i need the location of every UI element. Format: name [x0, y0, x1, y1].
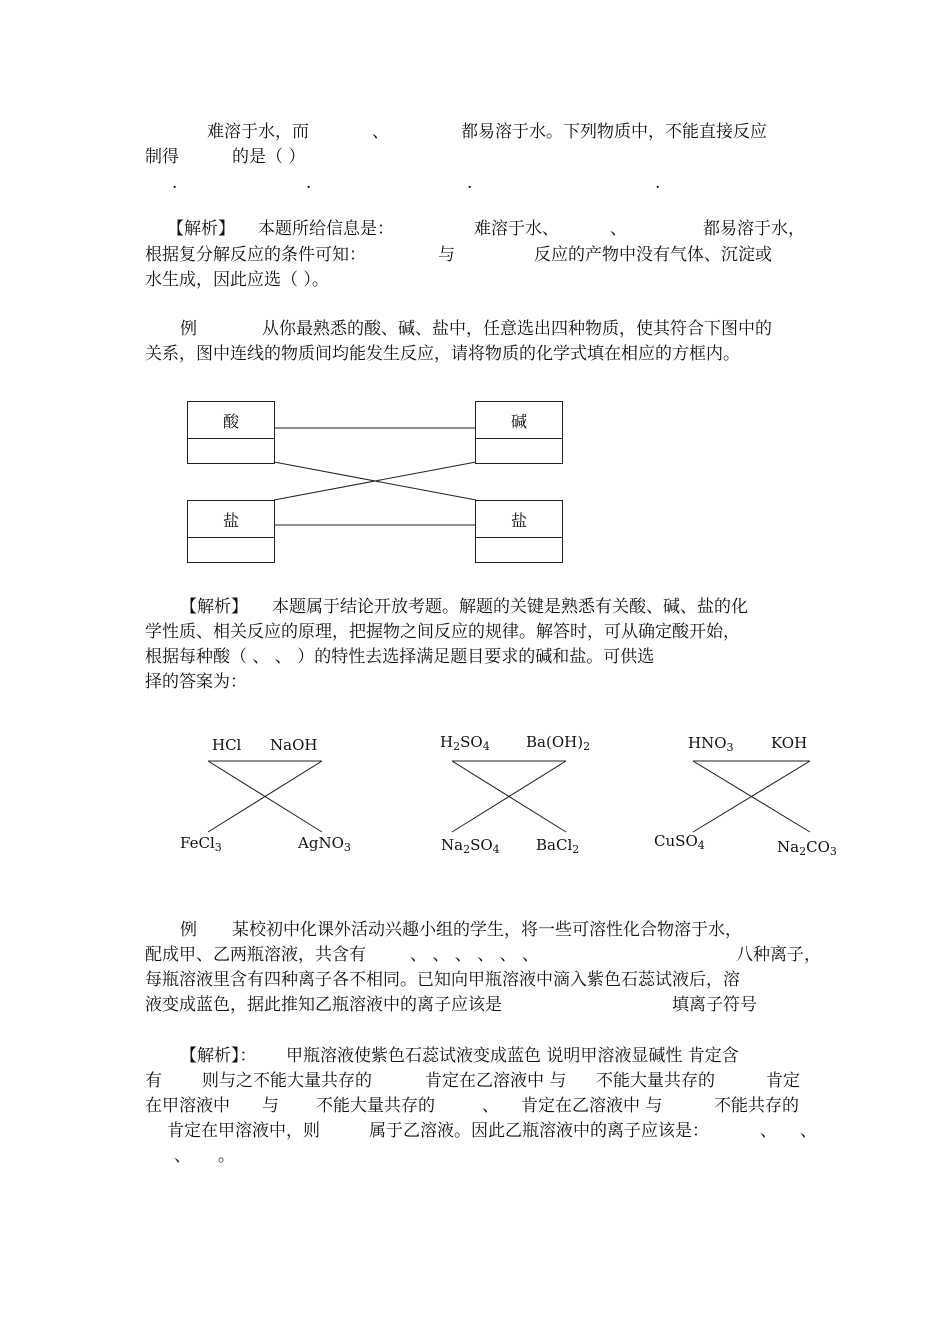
base-box	[475, 401, 563, 464]
salt-box-left	[187, 500, 275, 563]
q3-text: 配成甲、乙两瓶溶液，共含有	[145, 945, 366, 965]
a3-text: 与	[262, 1096, 279, 1116]
a3-text: 肯定在乙溶液中 与	[521, 1096, 663, 1116]
salt-answer-slot[interactable]	[476, 538, 562, 562]
a2-text: 本题属于结论开放考题。解题的关键是熟悉有关酸、碱、盐的化	[272, 597, 748, 617]
acid-label: 酸	[188, 402, 274, 439]
q2-example-label: 例	[180, 319, 197, 339]
a3-text: 甲瓶溶液使紫色石蕊试液变成蓝色 说明甲溶液显碱性 肯定含	[286, 1046, 739, 1066]
answer2-base: $Ba(OH)_2$	[526, 733, 591, 753]
analysis-label: 【解析】：	[180, 1046, 257, 1066]
answer1-acid: HCl	[212, 736, 242, 754]
a1-text: 反应的产物中没有气体、沉淀或	[534, 245, 772, 265]
answer1-salt1: FeCl$_3$	[180, 834, 222, 854]
q1-text: 都易溶于水。下列物质中，不能直接反应	[461, 122, 767, 142]
q1-text: 的是（ ）	[232, 147, 306, 167]
a3-text: 则与之不能大量共存的	[202, 1071, 372, 1091]
a2-text: 学性质、相关反应的原理，把握物之间反应的规律。解答时，可从确定酸开始，	[145, 622, 740, 642]
a1-text: 与	[438, 245, 455, 265]
q3-text: 、 、 、 、 、 、	[410, 945, 540, 965]
answer1-base: NaOH	[270, 736, 318, 754]
answer3-acid: $HNO_3$	[688, 734, 734, 754]
q1-option-c: .	[467, 173, 473, 193]
answer3-salt2: $Na_2CO_3$	[777, 838, 837, 858]
q1-text: 难溶于水，而	[207, 122, 309, 142]
a3-text: 肯定	[766, 1071, 800, 1091]
a3-text: 有	[145, 1071, 162, 1091]
a3-text: 、	[800, 1121, 817, 1141]
acid-answer-slot[interactable]	[188, 439, 274, 463]
a3-text: 肯定在甲溶液中，则	[167, 1121, 320, 1141]
answer2-salt2: BaCl$_2$	[536, 836, 580, 856]
a3-text: 、	[760, 1121, 777, 1141]
a3-text: 、	[174, 1146, 191, 1166]
q1-text: 制得	[145, 147, 179, 167]
q3-example-label: 例	[180, 920, 197, 940]
a1-text: 难溶于水、	[474, 219, 559, 239]
analysis-label: 【解析】	[167, 219, 235, 239]
q3-text: 八种离子，	[736, 945, 821, 965]
answer3-salt1: CuSO$_4$	[654, 832, 705, 852]
a2-text: 根据每种酸（ 、 、 ）的特性去选择满足题目要求的碱和盐。可供选	[145, 647, 655, 667]
a3-text: 不能共存的	[714, 1096, 799, 1116]
q3-text: 液变成蓝色，据此推知乙瓶溶液中的离子应该是	[145, 995, 502, 1015]
a1-text: 水生成，因此应选（ ）。	[145, 270, 329, 290]
a3-text: 属于乙溶液。因此乙瓶溶液中的离子应该是：	[369, 1121, 709, 1141]
salt-box-right	[475, 500, 563, 563]
q3-text: 填离子符号	[672, 995, 757, 1015]
a3-text: 肯定在乙溶液中 与	[425, 1071, 567, 1091]
a3-text: 不能大量共存的	[316, 1096, 435, 1116]
q1-option-b: .	[306, 173, 312, 193]
answer2-salt1: $Na_2SO_4$	[441, 836, 500, 856]
a1-text: 根据复分解反应的条件可知：	[145, 245, 366, 265]
q1-text: 、	[372, 122, 389, 142]
a1-text: 都易溶于水，	[703, 219, 805, 239]
acid-box	[187, 401, 275, 464]
q2-text: 关系，图中连线的物质间均能发生反应，请将物质的化学式填在相应的方框内。	[145, 344, 740, 364]
a1-text: 本题所给信息是：	[258, 219, 394, 239]
a3-text: 。	[218, 1146, 235, 1166]
answer3-base: KOH	[771, 734, 808, 752]
q1-option-d: .	[655, 173, 661, 193]
a3-text: 在甲溶液中	[145, 1096, 230, 1116]
q3-text: 每瓶溶液里含有四种离子各不相同。已知向甲瓶溶液中滴入紫色石蕊试液后，溶	[145, 970, 740, 990]
a3-text: 、	[482, 1096, 499, 1116]
base-answer-slot[interactable]	[476, 439, 562, 463]
base-label: 碱	[476, 402, 562, 439]
salt-label: 盐	[476, 501, 562, 538]
a3-text: 不能大量共存的	[596, 1071, 715, 1091]
q2-text: 从你最熟悉的酸、碱、盐中，任意选出四种物质，使其符合下图中的	[262, 319, 772, 339]
a2-text: 择的答案为：	[145, 672, 247, 692]
answer1-salt2: AgNO$_3$	[298, 834, 351, 854]
salt-label: 盐	[188, 501, 274, 538]
salt-answer-slot[interactable]	[188, 538, 274, 562]
analysis-label: 【解析】	[180, 597, 248, 617]
q3-text: 某校初中化课外活动兴趣小组的学生，将一些可溶性化合物溶于水，	[232, 920, 742, 940]
answer2-acid: $H_2SO_4$	[440, 733, 490, 753]
q1-option-a: .	[172, 173, 178, 193]
a1-text: 、	[610, 219, 627, 239]
